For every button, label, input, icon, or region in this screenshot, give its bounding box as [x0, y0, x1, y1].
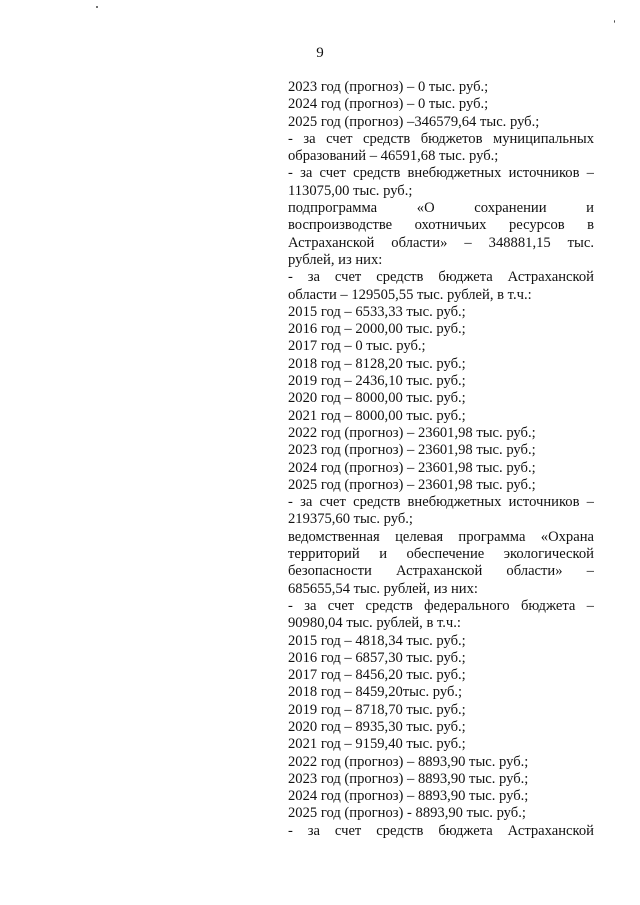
text-line: территорий и обеспечение экологической [288, 546, 594, 563]
text-line: 2024 год (прогноз) – 23601,98 тыс. руб.; [288, 459, 536, 476]
text-line: 2018 год – 8459,20тыс. руб.; [288, 684, 463, 701]
text-line: - за счет средств бюджета Астраханской [288, 269, 594, 286]
text-line: воспроизводстве охотничьих ресурсов в [288, 217, 594, 234]
text-line: безопасности Астраханской области» – [288, 563, 594, 580]
text-line: 685655,54 тыс. рублей, из них: [288, 580, 478, 597]
text-line: 2020 год – 8000,00 тыс. руб.; [288, 390, 466, 407]
text-line: 2015 год – 4818,34 тыс. руб.; [288, 632, 466, 649]
text-line: 113075,00 тыс. руб.; [288, 182, 413, 199]
text-line: Астраханской области» – 348881,15 тыс. [288, 234, 594, 251]
text-line: рублей, из них: [288, 251, 383, 268]
text-line: 2022 год (прогноз) – 8893,90 тыс. руб.; [288, 753, 529, 770]
text-line: 2019 год – 2436,10 тыс. руб.; [288, 373, 466, 390]
text-line: 2022 год (прогноз) – 23601,98 тыс. руб.; [288, 424, 536, 441]
text-line: 2015 год – 6533,33 тыс. руб.; [288, 303, 466, 320]
page-number: 9 [316, 45, 324, 61]
text-line: 2018 год – 8128,20 тыс. руб.; [288, 355, 466, 372]
text-line: - за счет средств бюджета Астраханской [288, 822, 594, 839]
text-line: 2023 год (прогноз) – 8893,90 тыс. руб.; [288, 770, 529, 787]
text-line: 2024 год (прогноз) – 8893,90 тыс. руб.; [288, 788, 529, 805]
text-line: 2021 год – 8000,00 тыс. руб.; [288, 407, 466, 424]
scan-speck [614, 20, 615, 23]
text-line: 2017 год – 8456,20 тыс. руб.; [288, 667, 466, 684]
text-line: - за счет средств внебюджетных источников – [288, 494, 594, 511]
text-line: - за счет средств бюджетов муниципальных [288, 130, 594, 147]
text-line: 2020 год – 8935,30 тыс. руб.; [288, 718, 466, 735]
text-line: - за счет средств федерального бюджета – [288, 597, 594, 614]
text-line: 90980,04 тыс. рублей, в т.ч.: [288, 615, 461, 632]
text-line: 2017 год – 0 тыс. руб.; [288, 338, 426, 355]
text-line: 219375,60 тыс. руб.; [288, 511, 413, 528]
text-line: 2023 год (прогноз) – 23601,98 тыс. руб.; [288, 442, 536, 459]
text-line: ведомственная целевая программа «Охрана [288, 528, 594, 545]
text-line: 2021 год – 9159,40 тыс. руб.; [288, 736, 466, 753]
text-line: области – 129505,55 тыс. рублей, в т.ч.: [288, 286, 532, 303]
text-column [288, 79, 594, 840]
text-line: 2019 год – 8718,70 тыс. руб.; [288, 701, 466, 718]
text-line: 2025 год (прогноз) - 8893,90 тыс. руб.; [288, 805, 526, 822]
text-line: 2025 год (прогноз) –346579,64 тыс. руб.; [288, 113, 540, 130]
text-line: подпрограмма «О сохранении и [288, 200, 594, 217]
text-line: 2023 год (прогноз) – 0 тыс. руб.; [288, 79, 489, 95]
text-line: - за счет средств внебюджетных источников – [288, 165, 594, 182]
text-line: образований – 46591,68 тыс. руб.; [288, 148, 499, 165]
scan-speck [96, 6, 98, 8]
text-line: 2016 год – 2000,00 тыс. руб.; [288, 321, 466, 338]
text-line: 2024 год (прогноз) – 0 тыс. руб.; [288, 96, 489, 113]
text-line: 2016 год – 6857,30 тыс. руб.; [288, 649, 466, 666]
text-line: 2025 год (прогноз) – 23601,98 тыс. руб.; [288, 476, 536, 493]
